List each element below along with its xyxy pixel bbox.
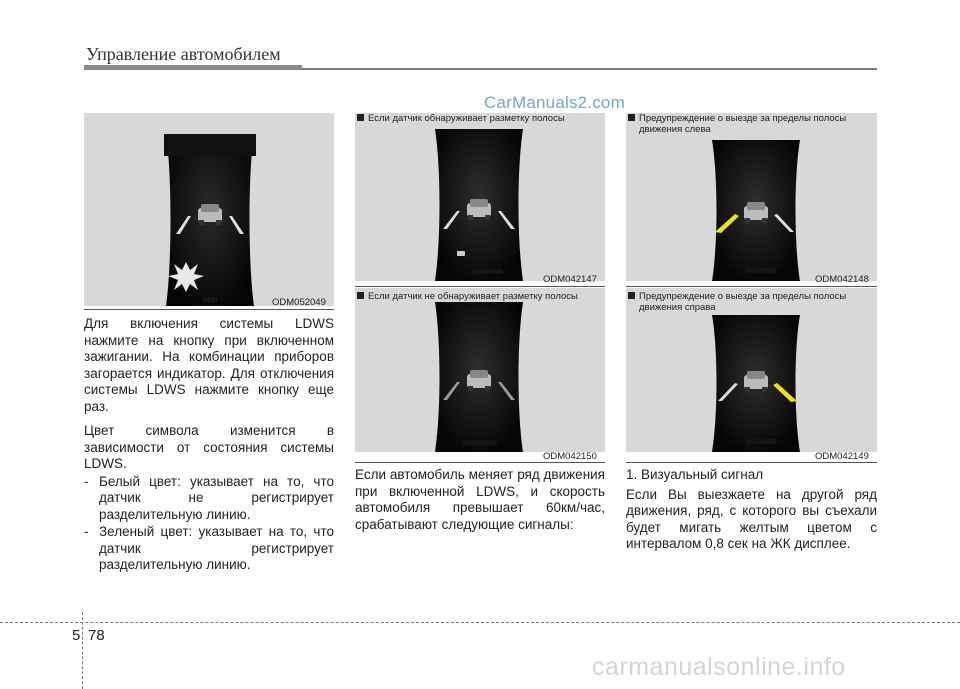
column2-text xyxy=(355,467,605,533)
page-number: 78 xyxy=(88,627,105,644)
watermark-top: CarManuals2.com xyxy=(484,93,625,112)
footer-vertical-rule xyxy=(82,612,83,689)
bullet-square-icon xyxy=(357,292,364,299)
column2-para1: Если автомобиль меняет ряд движения при включенной LDWS, и скорость автомобиля превышает 60км/час, срабатывают следующие сигналы: xyxy=(355,467,605,532)
dash-bullet: - xyxy=(84,524,89,539)
figure-code-odm052049: ODM052049 xyxy=(272,297,326,308)
figure-caption-odm042147: Если датчик обнаруживает разметку полосы xyxy=(357,113,565,124)
header-rule-thick xyxy=(84,65,302,70)
figure-rule-odm042148 xyxy=(626,286,877,287)
figure-caption-odm042149: Предупреждение о выезде за пределы полосы движения справа xyxy=(628,291,846,313)
header-rule-thin xyxy=(302,68,877,70)
figure-odm042148 xyxy=(626,113,877,281)
lcd-right-lane-warning xyxy=(710,315,802,452)
dash-bullet: - xyxy=(84,473,89,489)
column1-list-item-green: - Зеленый цвет: указывает на то, что датчик регистрирует разделительную линию. xyxy=(84,524,334,572)
bullet-square-icon xyxy=(628,114,635,121)
figure-rule-odm042147 xyxy=(355,286,605,287)
page-header-title: Управление автомобилем xyxy=(86,44,281,64)
car-icon xyxy=(467,370,491,391)
lcd-lanes-not-detected xyxy=(433,302,525,452)
car-icon xyxy=(744,202,768,223)
car-icon xyxy=(467,199,491,220)
column3-item-title: 1. Визуальный сигнал xyxy=(626,467,764,482)
column1-text xyxy=(84,316,334,574)
figure-rule-odm042150 xyxy=(355,462,605,463)
figure-rule-odm052049 xyxy=(84,309,334,310)
figure-odm052049 xyxy=(84,113,334,306)
figure-caption-odm042148: Предупреждение о выезде за пределы полосы движения слева xyxy=(628,113,846,135)
figure-rule-odm042149 xyxy=(626,462,877,463)
figure-code-odm042149: ODM042149 xyxy=(815,451,869,462)
column3-text xyxy=(626,467,877,553)
lcd-lanes-detected xyxy=(433,129,525,281)
small-ldws-icon xyxy=(457,251,465,256)
column1-list-item-white: - Белый цвет: указывает на то, что датчик не регистрирует разделительную линию. xyxy=(84,473,334,522)
figure-code-odm042147: ODM042147 xyxy=(543,274,597,285)
column1-para2: Цвет символа изменится в зависимости от состояния системы LDWS. xyxy=(84,423,334,471)
figure-caption-odm042150: Если датчик не обнаруживает разметку полосы xyxy=(357,291,578,302)
bullet-square-icon xyxy=(628,292,635,299)
svg-text:ODM: ODM xyxy=(203,298,217,304)
lcd-left-lane-warning xyxy=(710,140,802,281)
column3-para1: Если Вы выезжаете на другой ряд движения, ряд, с которого вы съехали будет мигать желтым цветом с интервалом 0,8 сек на ЖК дисплее. xyxy=(626,486,877,551)
figure-odm042147 xyxy=(355,113,605,281)
watermark-bottom: carmanualsonline.info xyxy=(592,653,846,681)
column1-para1: Для включения системы LDWS нажмите на кнопку при включенном зажигании. На комбинации приборов загорается индикатор. Для отключения системы LDWS нажмите кнопку еще раз. xyxy=(84,316,334,414)
figure-code-odm042150: ODM042150 xyxy=(543,451,597,462)
car-icon xyxy=(744,371,768,392)
cluster-display-button xyxy=(164,134,256,306)
bullet-square-icon xyxy=(357,114,364,121)
figure-odm042150 xyxy=(355,288,605,452)
page-section-number: 5 xyxy=(72,627,81,644)
footer-rule xyxy=(0,622,960,623)
figure-code-odm042148: ODM042148 xyxy=(815,274,869,285)
car-icon xyxy=(198,204,222,225)
